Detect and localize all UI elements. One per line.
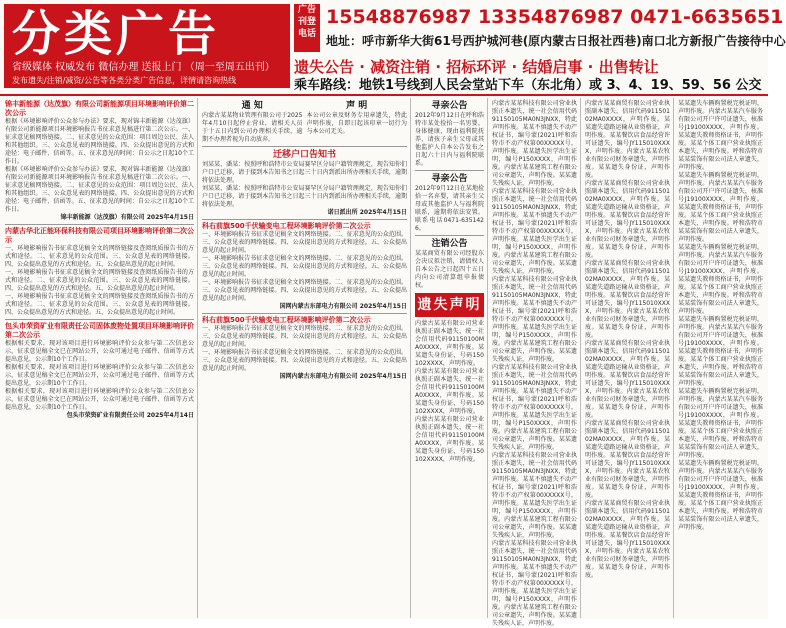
notice-body: 本公司公章及财务专用章遗失，特此声明作废，自即日起该印章一切行为与本公司无关。 — [306, 112, 407, 135]
brand-block — [4, 4, 290, 88]
notice-body-extra: 刘某某、潘某：按照呼和浩特市公安局赛罕区分局户籍管理规定，现告知你们户口已迁移，请于接到本告知书之日起三十日内到派出所办理相关手续，逾期将依法处理。 — [202, 185, 407, 208]
notice-body: 内蒙古某某商贸有限公司营业执照副本遗失，信用代码91150102MA0XXXX，声明作废。某某遗失道路运输从业资格证，声明作废。某某餐饮店食品经营许可证遗失，编号JY115010XXXX，声明作废。内蒙古某某农牧业有限公司财务章遗失，声明作废。某某遗失身份证，声明作废。 — [585, 100, 670, 179]
notice-body: 根据相关要求，现对该项目进行环境影响评价公众参与第二次信息公示，征求意见稿全文已在网站公开，公众可通过电子邮件、信函等方式提出意见，公示期10个工作日。 — [5, 340, 194, 363]
divider — [0, 94, 768, 96]
notice-heading: 锦丰新能源（达茂旗）有限公司新能源项目环境影响评价第二次公示 — [5, 100, 194, 117]
notice-body: 根据《环境影响评价公众参与办法》要求，现对锦丰新能源（达茂旗）有限公司新能源项目环境影响报告书征求意见稿进行第二次公示。一、征求意见稿网络链接。二、征求意见的公众范围：项目周边公民、法人和其他组织。三、公众意见表的网络链接。四、公众提出意见的方式和途径：电子邮件、信函等。五、征求意见的时间：自公示之日起10个工作日。 — [5, 118, 194, 165]
divider — [202, 219, 407, 220]
notice-body-extra: 一、环境影响报告书征求意见稿全文的网络链接及查阅纸质报告书的方式和途径。二、征求意见的公众范围。三、公众意见表的网络链接。四、公众提出意见的方式和途径。五、公众提出意见的起止时间。 — [5, 293, 194, 316]
notice-body-extra: 内蒙古某某科技有限公司营业执照正本遗失，统一社会信用代码91150105MA0N3JNXX，特此声明作废。某某不慎遗失不动产权证书，编号蒙(2021)呼和浩特市不动产权第00XXXXX号，声明作废。某某遗失医学出生证明，编号P150XXXX，声明作废。内蒙古某某建筑工程有限公司公章遗失，声明作废。某某遗失残疾人证，声明作废。 — [492, 188, 577, 275]
notice-body: 刘某某、潘某：按照呼和浩特市公安局赛罕区分局户籍管理规定，现告知你们户口已迁移，请于接到本告知书之日起三十日内到派出所办理相关手续，逾期将依法处理。 — [202, 161, 407, 184]
notice-body-extra: 一、环境影响报告书征求意见稿全文的网络链接。二、征求意见的公众范围。三、公众意见表的网络链接。四、公众提出意见的方式和途径。五、公众提出意见的起止时间。 — [202, 349, 407, 372]
notice-title: 注销公告 — [431, 239, 468, 249]
notice-body-extra: 根据相关要求，现对该项目进行环境影响评价公众参与第二次信息公示，征求意见稿全文已在网站公开，公众可通过电子邮件、信函等方式提出意见，公示期10个工作日。 — [5, 364, 194, 387]
notice-body-extra: 内蒙古某某商贸有限公司营业执照副本遗失，信用代码91150102MA0XXXX，声明作废。某某遗失道路运输从业资格证，声明作废。某某餐饮店食品经营许可证遗失，编号JY115010XXXX，声明作废。内蒙古某某农牧业有限公司财务章遗失，声明作废。某某遗失身份证，声明作废。 — [585, 500, 670, 579]
divider — [415, 170, 484, 171]
column-5 — [582, 98, 674, 618]
column-1 — [2, 98, 198, 618]
notice-title: 声 明 — [346, 101, 368, 111]
address: 地址：呼市新华大街61号西护城河巷(原内蒙古日报社西巷)南口北方新报广告接待中心 — [326, 34, 786, 48]
phone-numbers: 15548876987 13354876987 0471-6635651 — [326, 6, 784, 28]
notice-body: 一、环境影响报告书征求意见稿全文的网络链接。二、征求意见的公众范围。三、公众意见表的网络链接。四、公众提出意见的方式和途径。五、公众提出意见的起止时间。 — [202, 325, 407, 348]
column-6 — [675, 98, 766, 618]
lost-statement-badge: 遗失声明 — [415, 293, 484, 317]
subline: 发布遗失/注销/减资/公告等各类分类广告信息，详情请咨询热线 — [12, 76, 237, 85]
notice-row — [202, 100, 407, 144]
notice-body-extra: 某某遗失车辆购置税完税证明，声明作废。内蒙古某某汽车服务有限公司开户许可证遗失，核准号J19100XXXX，声明作废。某某遗失教师资格证书，声明作废。某某个体工商户营业执照正本遗失，声明作废。呼和浩特市某某装饰有限公司法人章遗失，声明作废。 — [678, 316, 763, 387]
notice-body: 一、环境影响报告书征求意见稿全文的网络链接及查阅纸质报告书的方式和途径。二、征求意见的公众范围。三、公众意见表的网络链接。四、公众提出意见的方式和途径。五、公众提出意见的起止时间。 — [5, 245, 194, 268]
notice-body: 某某商贸有限公司经股东会决议拟注销，请债权人自本公告之日起四十五日内向公司清算组申报债权。 — [415, 250, 484, 289]
notice-signature: 锦丰新能源（达茂旗）有限公司 2025年4月15日 — [60, 214, 194, 221]
notice-body-extra: 内蒙古某某有限公司营业执照正副本遗失，统一社会信用代码91150100MA0XXXX，声明作废。某某遗失身份证，号码150102XXXX，声明作废。 — [415, 368, 484, 415]
ad-phone-label: 广告刊登电话 — [294, 4, 320, 52]
page-title: 分类广告 — [12, 6, 221, 62]
notice-body-extra: 内蒙古某某商贸有限公司营业执照副本遗失，信用代码91150102MA0XXXX，声明作废。某某遗失道路运输从业资格证，声明作废。某某餐饮店食品经营许可证遗失，编号JY115010XXXX，声明作废。内蒙古某某农牧业有限公司财务章遗失，声明作废。某某遗失身份证，声明作废。 — [585, 340, 670, 419]
notice-body-extra: 内蒙古某某科技有限公司营业执照正本遗失，统一社会信用代码91150105MA0N3JNXX，特此声明作废。某某不慎遗失不动产权证书，编号蒙(2021)呼和浩特市不动产权第00XXXXX号，声明作废。某某遗失医学出生证明，编号P150XXXX，声明作废。内蒙古某某建筑工程有限公司公章遗失，声明作废。某某遗失残疾人证，声明作废。 — [492, 364, 577, 451]
column-3 — [412, 98, 488, 618]
column-4 — [489, 98, 581, 627]
notice-body-extra: 根据《环境影响评价公众参与办法》要求，现对锦丰新能源（达茂旗）有限公司新能源项目环境影响报告书征求意见稿进行第二次公示。一、征求意见稿网络链接。二、征求意见的公众范围：项目周边公民、法人和其他组织。三、公众意见表的网络链接。四、公众提出意见的方式和途径：电子邮件、信函等。五、征求意见的时间：自公示之日起10个工作日。 — [5, 166, 194, 213]
notice-body-extra: 一、环境影响报告书征求意见稿全文的网络链接。二、征求意见的公众范围。三、公众意见表的网络链接。四、公众提出意见的方式和途径。五、公众提出意见的起止时间。 — [202, 279, 407, 302]
notice-box — [202, 100, 303, 144]
tagline: 省级媒体 权威发布 微信办理 送报上门 （周一至周五出刊） — [12, 62, 275, 73]
notice-title: 寻亲公告 — [431, 101, 468, 111]
notice-body-extra: 内蒙古某某科技有限公司营业执照正本遗失，统一社会信用代码91150105MA0N3JNXX，特此声明作废。某某不慎遗失不动产权证书，编号蒙(2021)呼和浩特市不动产权第00XXXXX号，声明作废。某某遗失医学出生证明，编号P150XXXX，声明作废。内蒙古某某建筑工程有限公司公章遗失，声明作废。某某遗失残疾人证，声明作废。 — [492, 276, 577, 363]
notice-signature: 诺日派出所 2025年4月15日 — [327, 209, 407, 216]
notice-body-extra: 内蒙古某某科技有限公司营业执照正本遗失，统一社会信用代码91150105MA0N3JNXX，特此声明作废。某某不慎遗失不动产权证书，编号蒙(2021)呼和浩特市不动产权第00XXXXX号，声明作废。某某遗失医学出生证明，编号P150XXXX，声明作废。内蒙古某某建筑工程有限公司公章遗失，声明作废。某某遗失残疾人证，声明作废。 — [492, 452, 577, 539]
notice-body: 内蒙古某某有限公司营业执照正副本遗失，统一社会信用代码91150100MA0XXXX，声明作废。某某遗失身份证，号码150102XXXX，声明作废。 — [415, 320, 484, 367]
category-banner: 遗失公告 · 减资注销 · 招标环评 · 结婚启事 · 出售转让 — [294, 58, 659, 76]
notice-body: 2012年9月12日在呼和浩特市某处捡拾一名男婴，身体健康，现由福利院抚养，请孩子亲生父母或其他监护人自本公告发布之日起六十日内与福利院联系。 — [415, 112, 484, 167]
notice-heading: 科右前旗500千伏输变电工程环境影响评价第二次公示 — [202, 316, 371, 324]
masthead — [0, 0, 786, 93]
notice-title: 寻亲公告 — [431, 174, 468, 184]
notice-body-extra: 某某遗失车辆购置税完税证明，声明作废。内蒙古某某汽车服务有限公司开户许可证遗失，核准号J19100XXXX，声明作废。某某遗失教师资格证书，声明作废。某某个体工商户营业执照正本遗失，声明作废。呼和浩特市某某装饰有限公司法人章遗失，声明作废。 — [678, 244, 763, 315]
notice-body-extra: 一、环境影响报告书征求意见稿全文的网络链接及查阅纸质报告书的方式和途径。二、征求意见的公众范围。三、公众意见表的网络链接。四、公众提出意见的方式和途径。五、公众提出意见的起止时间。 — [5, 269, 194, 292]
column-2 — [199, 98, 411, 618]
notice-body-extra: 某某遗失车辆购置税完税证明，声明作废。内蒙古某某汽车服务有限公司开户许可证遗失，核准号J19100XXXX，声明作废。某某遗失教师资格证书，声明作废。某某个体工商户营业执照正本遗失，声明作废。呼和浩特市某某装饰有限公司法人章遗失，声明作废。 — [678, 388, 763, 459]
notice-box — [307, 100, 408, 144]
notice-title: 通 知 — [241, 101, 263, 111]
notice-body: 2012年9月12日在某地捡拾一名弃婴，请其亲生父母或其他监护人与福利院联系，逾期将依法安置。联系电话0471-6351426。 — [415, 185, 484, 232]
divider — [202, 146, 407, 147]
notice-body: 内蒙古某某物业管理有限公司于2025年4月10日起停止营业，请相关人员于十五日内到公司办理相关手续，逾期不办理者视为自动放弃。 — [202, 112, 303, 143]
notice-heading: 包头市荣资矿业有限责任公司固体废物处置项目环境影响评价第二次公示 — [5, 322, 194, 339]
notice-body-extra: 内蒙古某某科技有限公司营业执照正本遗失，统一社会信用代码91150105MA0N3JNXX，特此声明作废。某某不慎遗失不动产权证书，编号蒙(2021)呼和浩特市不动产权第00XXXXX号，声明作废。某某遗失医学出生证明，编号P150XXXX，声明作废。内蒙古某某建筑工程有限公司公章遗失，声明作废。某某遗失残疾人证，声明作废。 — [492, 540, 577, 627]
notice-body: 一、环境影响报告书征求意见稿全文的网络链接。二、征求意见的公众范围。三、公众意见表的网络链接。四、公众提出意见的方式和途径。五、公众提出意见的起止时间。 — [202, 231, 407, 254]
notice-body-extra: 内蒙古某某商贸有限公司营业执照副本遗失，信用代码91150102MA0XXXX，声明作废。某某遗失道路运输从业资格证，声明作废。某某餐饮店食品经营许可证遗失，编号JY115010XXXX，声明作废。内蒙古某某农牧业有限公司财务章遗失，声明作废。某某遗失身份证，声明作废。 — [585, 180, 670, 259]
notice-body: 内蒙古某某科技有限公司营业执照正本遗失，统一社会信用代码91150105MA0N3JNXX，特此声明作废。某某不慎遗失不动产权证书，编号蒙(2021)呼和浩特市不动产权第00XXXXX号，声明作废。某某遗失医学出生证明，编号P150XXXX，声明作废。内蒙古某某建筑工程有限公司公章遗失，声明作废。某某遗失残疾人证，声明作废。 — [492, 100, 577, 187]
notice-title: 迁移户口告知书 — [272, 150, 336, 160]
notice-body-extra: 某某遗失车辆购置税完税证明，声明作废。内蒙古某某汽车服务有限公司开户许可证遗失，核准号J19100XXXX，声明作废。某某遗失教师资格证书，声明作废。某某个体工商户营业执照正本遗失，声明作废。呼和浩特市某某装饰有限公司法人章遗失，声明作废。 — [678, 172, 763, 243]
divider — [202, 313, 407, 314]
notice-body-extra: 内蒙古某某商贸有限公司营业执照副本遗失，信用代码91150102MA0XXXX，声明作废。某某遗失道路运输从业资格证，声明作废。某某餐饮店食品经营许可证遗失，编号JY115010XXXX，声明作废。内蒙古某某农牧业有限公司财务章遗失，声明作废。某某遗失身份证，声明作废。 — [585, 420, 670, 499]
bus-route: 乘车路线：地铁1号线到人民会堂站下车（东北角）或 3、4、19、59、56 公交 — [294, 78, 762, 93]
notice-signature: 国网内蒙古东部电力有限公司 2025年4月15日 — [279, 303, 407, 310]
divider — [415, 235, 484, 236]
notice-heading: 科右前旗500千伏输变电工程环境影响评价第二次公示 — [202, 222, 371, 230]
divider — [5, 224, 194, 225]
divider — [5, 319, 194, 320]
notice-body-extra: 某某遗失车辆购置税完税证明，声明作废。内蒙古某某汽车服务有限公司开户许可证遗失，核准号J19100XXXX，声明作废。某某遗失教师资格证书，声明作废。某某个体工商户营业执照正本遗失，声明作废。呼和浩特市某某装饰有限公司法人章遗失，声明作废。 — [678, 460, 763, 531]
notice-heading: 内蒙古华北正能环保科技有限公司项目环境影响评价第二次公示 — [5, 227, 194, 244]
notice-body-extra: 内蒙古某某商贸有限公司营业执照副本遗失，信用代码91150102MA0XXXX，声明作废。某某遗失道路运输从业资格证，声明作废。某某餐饮店食品经营许可证遗失，编号JY115010XXXX，声明作废。内蒙古某某农牧业有限公司财务章遗失，声明作废。某某遗失身份证，声明作废。 — [585, 260, 670, 339]
notice-body: 某某遗失车辆购置税完税证明，声明作废。内蒙古某某汽车服务有限公司开户许可证遗失，核准号J19100XXXX，声明作废。某某遗失教师资格证书，声明作废。某某个体工商户营业执照正本遗失，声明作废。呼和浩特市某某装饰有限公司法人章遗失，声明作废。 — [678, 100, 763, 171]
notice-body-extra: 一、环境影响报告书征求意见稿全文的网络链接。二、征求意见的公众范围。三、公众意见表的网络链接。四、公众提出意见的方式和途径。五、公众提出意见的起止时间。 — [202, 255, 407, 278]
notice-signature: 国网内蒙古东部电力有限公司 2025年4月15日 — [279, 373, 407, 380]
notice-body-extra: 内蒙古某某有限公司营业执照正副本遗失，统一社会信用代码91150100MA0XXXX，声明作废。某某遗失身份证，号码150102XXXX，声明作废。 — [415, 416, 484, 463]
notice-signature: 包头市荣资矿业有限责任公司 2025年4月14日 — [66, 412, 194, 419]
notice-body-extra: 根据相关要求，现对该项目进行环境影响评价公众参与第二次信息公示，征求意见稿全文已在网站公开，公众可通过电子邮件、信函等方式提出意见，公示期10个工作日。 — [5, 388, 194, 411]
